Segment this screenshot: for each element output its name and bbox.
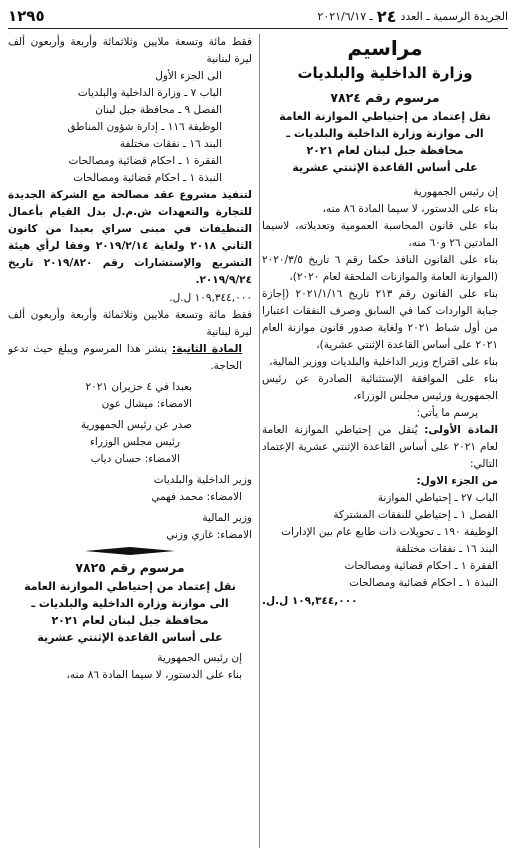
whereas-paragraph: بناء على الدستور، لا سيما المادة ٨٦ منه، [322,203,498,215]
left-column [8,34,252,852]
budget-line: البند ١٦ ـ نفقات مختلفة [395,543,498,555]
article-text: يُنقل من إحتياطي الموازنة العامة لعام ٢٠٢١ على أساس القاعدة الإثنتي عشرية الإعتماد التالي: [262,424,498,470]
section-title: مراسيم [347,36,423,60]
budget-line: الباب ٢٧ ـ إحتياطي الموازنة [377,492,498,504]
signature: الامضاء: حسان دياب [90,453,180,465]
amount: ١٠٩,٣٤٤,٠٠٠ ل.ل. [262,595,358,607]
whereas-paragraph: بناء على القانون النافذ حكما رقم ٦ تاريخ ٢٠٢٠/٣/٥ (الموازنة العامة والموازنات الملحقة لعام ٢٠٢٠)، [262,254,498,283]
ministry-title: وزارة الداخلية والبلديات [297,64,473,82]
article-label: المادة الثانية: [172,343,242,355]
decrees-line: يرسم ما يأتي: [416,407,478,419]
prime-minister-title: رئيس مجلس الوزراء [89,436,180,448]
decree-title-line: محافظة جبل لبنان لعام ٢٠٢١ [51,614,209,627]
president-line: إن رئيس الجمهورية [413,186,498,198]
amount-in-words: فقط مائة وتسعة ملايين وثلاثمائة وأربعة وأربعون ألف ليرة لبنانية [8,36,252,65]
article-one [262,422,508,473]
decree-title-line: على أساس القاعدة الإثنتي عشرية [37,631,223,644]
whereas-paragraph: بناء على قانون المحاسبة العمومية وتعديلاته، لاسيما المادتين ٢٦ و٦٠ منه، [262,220,498,249]
right-column [262,34,508,852]
part-heading: من الجزء الاول: [416,475,498,487]
page-header [8,4,508,29]
budget-line: الفقرة ١ ـ احكام قضائية ومصالحات [68,155,222,167]
journal-name: الجريدة الرسمية ـ العدد [400,9,508,23]
whereas-paragraph: بناء على القانون رقم ٢١٣ تاريخ ٢٠٢١/١/١٦ (إجازة جباية الواردات كما في السابق وصرف النفقات اعتبارا من أول شباط ٢٠٢١ ولغاية صدور قانون موازنة العام ٢٠٢١ على أساس القاعدة الإثنتي عشرية)، [262,288,499,351]
decree-number: مرسوم رقم ٧٨٢٤ [330,90,440,105]
budget-line: الفقرة ١ ـ احكام قضائية ومصالحات [344,560,498,572]
budget-line: الباب ٧ ـ وزارة الداخلية والبلديات [77,87,222,99]
purpose-paragraph: لتنفيذ مشروع عقد مصالحة مع الشركة الجديدة للتجارة والتعهدات ش.م.ل بدل القيام بأعمال التنظيفات في مبنى سراي بعبدا من كانون الثاني ٢٠١٨ ولغاية ٢٠١٩/٢/١٤ وفقا لرأي هيئة التشريع والإستشارات رقم ٢٠١٩/٨٢٠ تاريخ ٢٠١٩/٩/٢٤. [8,189,252,286]
budget-line: الوظيفة ١٩٠ ـ تحويلات ذات طابع عام بين الإدارات [281,526,498,538]
header-journal [317,7,508,26]
article-two [8,341,252,375]
budget-line: الفصل ١ ـ إحتياطي للنفقات المشتركة [333,509,498,521]
issued-by: صدر عن رئيس الجمهورية [80,419,192,431]
amount: ١٠٩,٣٤٤,٠٠٠ ل.ل. [169,292,252,304]
decree-title-line: على أساس القاعدة الإثنتي عشرية [292,161,478,174]
budget-line: الوظيفة ١١٦ ـ إدارة شؤون المناطق [67,121,222,133]
budget-line: النبذة ١ ـ احكام قضائية ومصالحات [73,172,222,184]
article-label: المادة الأولى: [424,424,498,436]
decree-title-line: الى موازنة وزارة الداخلية والبلديات ـ [286,127,484,140]
decree-number: مرسوم رقم ٧٨٢٥ [75,560,185,575]
decree-title-line: محافظة جبل لبنان لعام ٢٠٢١ [306,144,464,157]
place-date: بعبدا في ٤ حزيران ٢٠٢١ [85,381,192,393]
budget-line: الفصل ٩ ـ محافظة جبل لبنان [95,104,222,116]
to-part-heading: الى الجزء الأول [155,70,222,82]
budget-line: النبذة ١ ـ احكام قضائية ومصالحات [349,577,498,589]
decree-title-line: الى موازنة وزارة الداخلية والبلديات ـ [31,597,229,610]
column-divider [259,34,260,848]
ornamental-divider [8,544,252,558]
minister-title: وزير المالية [202,512,252,524]
decree-title-line: نقل إعتماد من إحتياطي الموازنة العامة [279,110,491,123]
page-number: ١٢٩٥ [8,7,45,25]
signature: الامضاء: غازي وزني [166,529,252,541]
signature: الامضاء: ميشال عون [101,398,192,410]
issue-number: ٢٤ [376,6,397,26]
whereas-paragraph: بناء على الموافقة الإستثنائية الصادرة عن رئيس الجمهورية ورئيس مجلس الوزراء، [262,373,498,402]
issue-date: ـ ٢٠٢١/٦/١٧ [317,9,373,23]
signature: الامضاء: محمد فهمي [151,491,242,503]
article-text: ينشر هذا المرسوم ويبلغ حيث تدعو الحاجة. [8,343,242,372]
whereas-paragraph: بناء على الدستور، لا سيما المادة ٨٦ منه، [66,669,242,681]
decree-title-line: نقل إعتماد من إحتياطي الموازنة العامة [24,580,236,593]
whereas-paragraph: بناء على اقتراح وزير الداخلية والبلديات ووزير المالية، [269,356,498,368]
amount-in-words: فقط مائة وتسعة ملايين وثلاثمائة وأربعة وأربعون ألف ليرة لبنانية [8,309,252,338]
budget-line: البند ١٦ ـ نفقات مختلفة [119,138,222,150]
minister-title: وزير الداخلية والبلديات [153,474,252,486]
president-line: إن رئيس الجمهورية [157,652,242,664]
